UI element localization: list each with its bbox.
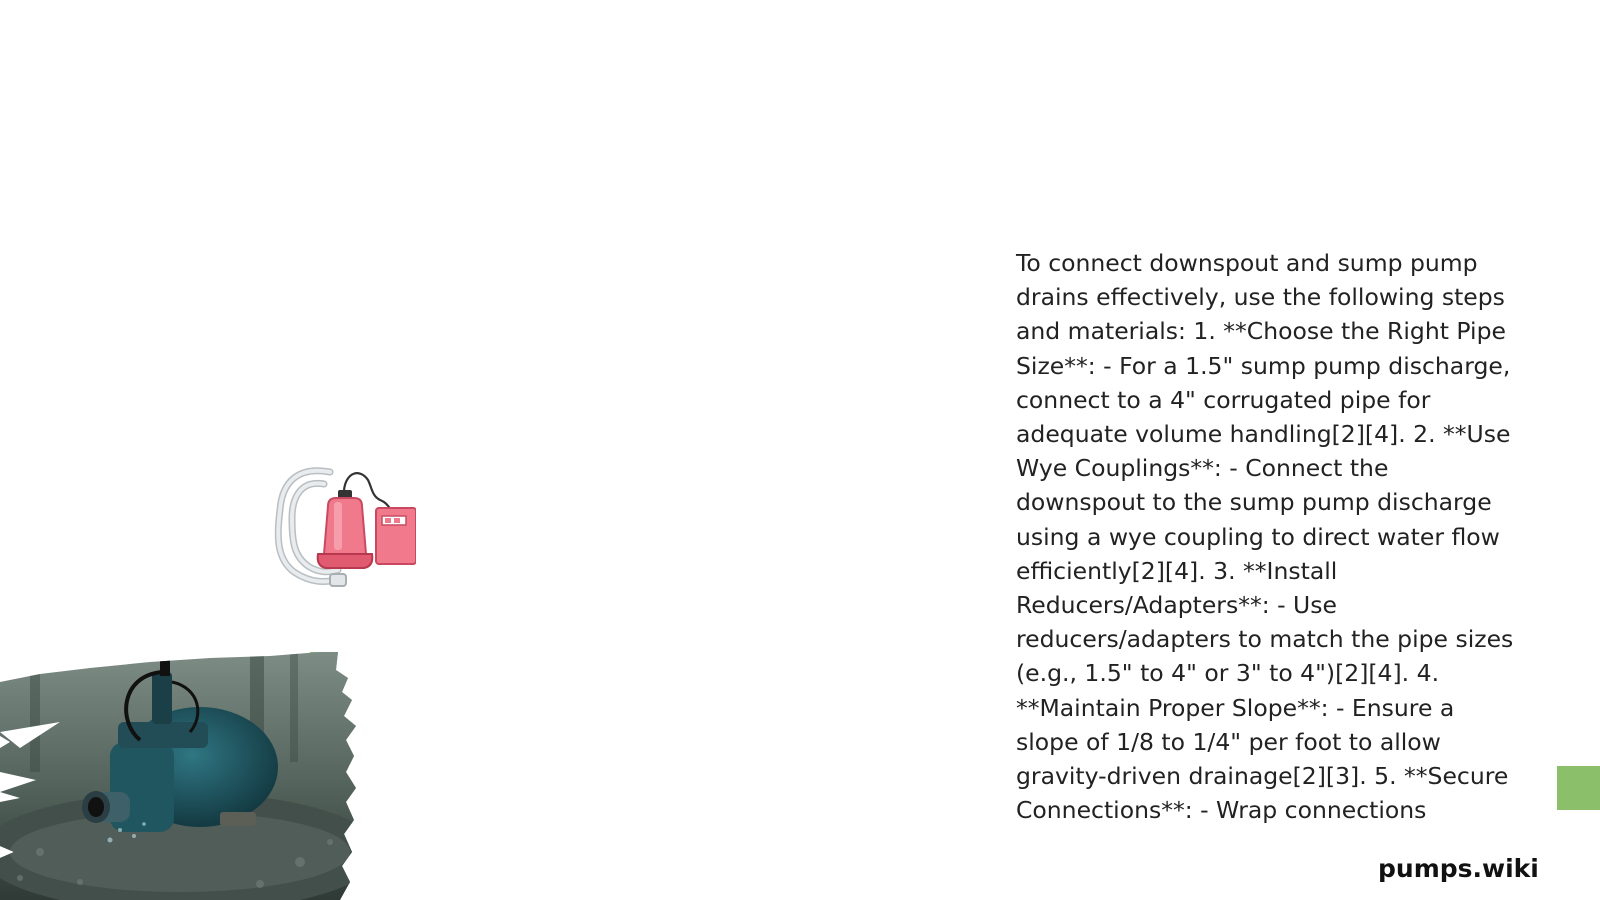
accent-block — [1557, 766, 1600, 810]
brand-label: pumps.wiki — [1378, 854, 1539, 883]
sump-pump-illustration-icon — [268, 462, 416, 598]
submerged-pump-photo — [0, 652, 365, 900]
body-text: To connect downspout and sump pump drains effectively, use the following steps and materials: 1. **Choose the Right Pipe Size**: - For a 1.5" sump pump discharge, connect to a 4" corrugated pipe for adequate volume handling[2][4]. 2. **Use Wye Couplings**: - Connect the downspout to the sump pump discharge using a wye coupling to direct water flow efficiently[2][4]. 3. **Install Reducers/Adapters**: - Use reducers/adapters to match the pipe sizes (e.g., 1.5" to 4" or 3" to 4")[2][4]. 4. **Maintain Proper Slope**: - Ensure a slope of 1/8 to 1/4" per foot to allow gravity-driven drainage[2][3]. 5. **Secure Connections**: - Wrap connections — [1016, 249, 1514, 825]
pump-body — [324, 498, 366, 554]
